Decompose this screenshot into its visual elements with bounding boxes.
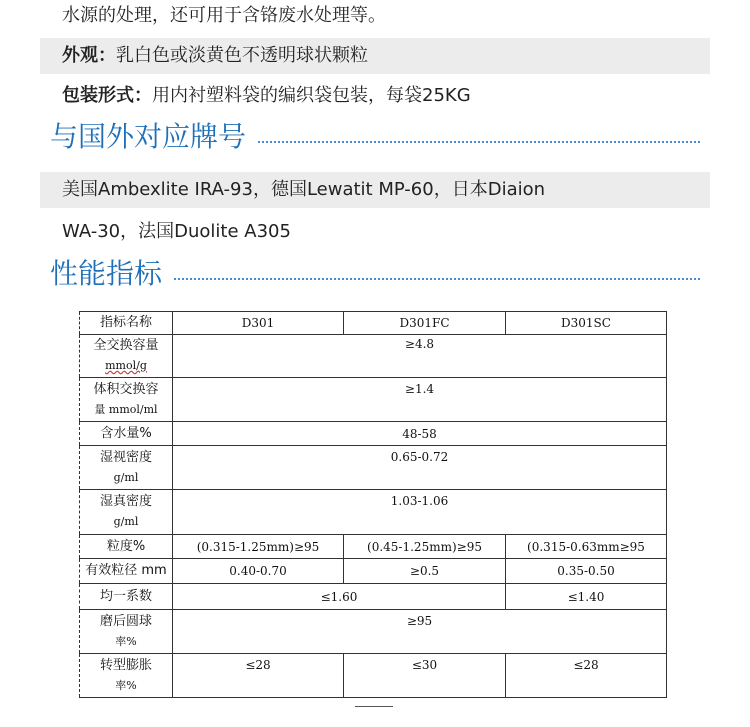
table-row <box>80 446 667 490</box>
table-row <box>80 422 667 446</box>
appearance-value: 乳白色或淡黄色不透明球状颗粒 <box>116 45 368 66</box>
appearance-label: 外观： <box>62 45 116 66</box>
row-value: ≥1.4 <box>173 378 667 422</box>
row-value: ≤1.40 <box>506 584 667 610</box>
row-unit: g/ml <box>113 515 139 528</box>
appearance-row <box>40 38 710 74</box>
heading-dotted-rule <box>258 141 700 143</box>
row-value: 48-58 <box>173 422 667 446</box>
row-value: 0.40-0.70 <box>173 559 344 584</box>
packaging-label: 包装形式： <box>62 85 152 106</box>
row-name: 湿视密度 g/ml <box>80 446 173 490</box>
row-unit: 量 mmol/ml <box>94 402 158 416</box>
row-value: (0.45-1.25mm)≥95 <box>344 535 506 559</box>
row-value: 0.35-0.50 <box>506 559 667 584</box>
row-name: 粒度% <box>80 535 173 559</box>
packaging-value: 用内衬塑料袋的编织袋包装，每袋25KG <box>152 85 471 106</box>
header-cell: D301FC <box>344 312 506 335</box>
row-value: (0.315-1.25mm)≥95 <box>173 535 344 559</box>
row-name: 磨后圆球 率% <box>80 610 173 654</box>
foreign-brands-line2: WA-30，法国Duolite A305 <box>62 221 291 242</box>
row-value: ≤1.60 <box>173 584 506 610</box>
table-row <box>80 490 667 535</box>
row-value: ≤30 <box>344 654 506 698</box>
row-unit: 率% <box>115 634 137 648</box>
table-row <box>80 335 667 378</box>
table-row <box>80 535 667 559</box>
header-cell: 指标名称 <box>80 312 173 335</box>
row-unit: 率% <box>115 678 137 692</box>
header-cell: D301SC <box>506 312 667 335</box>
spec-table <box>79 311 667 698</box>
table-row <box>80 610 667 654</box>
packaging-row <box>40 84 710 108</box>
row-value: ≥0.5 <box>344 559 506 584</box>
row-name: 有效粒径 mm <box>80 559 173 584</box>
heading-dotted-rule <box>174 278 700 280</box>
table-row <box>80 559 667 584</box>
row-name: 全交换容量 mmol/g <box>80 335 173 378</box>
row-value: ≥95 <box>173 610 667 654</box>
row-value: ≤28 <box>506 654 667 698</box>
table-row <box>80 378 667 422</box>
performance-title: 性能指标 <box>50 257 163 290</box>
foreign-brands-title: 与国外对应牌号 <box>50 120 247 153</box>
row-value: 0.65-0.72 <box>173 446 667 490</box>
row-value: ≥4.8 <box>173 335 667 378</box>
bottom-divider <box>355 706 393 707</box>
row-value: (0.315-0.63mm≥95 <box>506 535 667 559</box>
row-value: ≤28 <box>173 654 344 698</box>
row-name: 转型膨胀 率% <box>80 654 173 698</box>
row-name: 均一系数 <box>80 584 173 610</box>
foreign-brands-line1: 美国Ambexlite IRA-93，德国Lewatit MP-60，日本Diaion <box>40 172 710 208</box>
row-value: 1.03-1.06 <box>173 490 667 535</box>
row-name: 湿真密度 g/ml <box>80 490 173 535</box>
foreign-brands-heading <box>50 119 700 155</box>
row-name: 体积交换容 量 mmol/ml <box>80 378 173 422</box>
intro-line: 水源的处理，还可用于含铬废水处理等。 <box>62 5 386 26</box>
performance-heading <box>50 256 700 292</box>
table-header-row <box>80 312 667 335</box>
row-unit: mmol/g <box>105 359 147 372</box>
row-name: 含水量% <box>80 422 173 446</box>
table-row <box>80 584 667 610</box>
table-row <box>80 654 667 698</box>
header-cell: D301 <box>173 312 344 335</box>
row-unit: g/ml <box>113 470 139 484</box>
